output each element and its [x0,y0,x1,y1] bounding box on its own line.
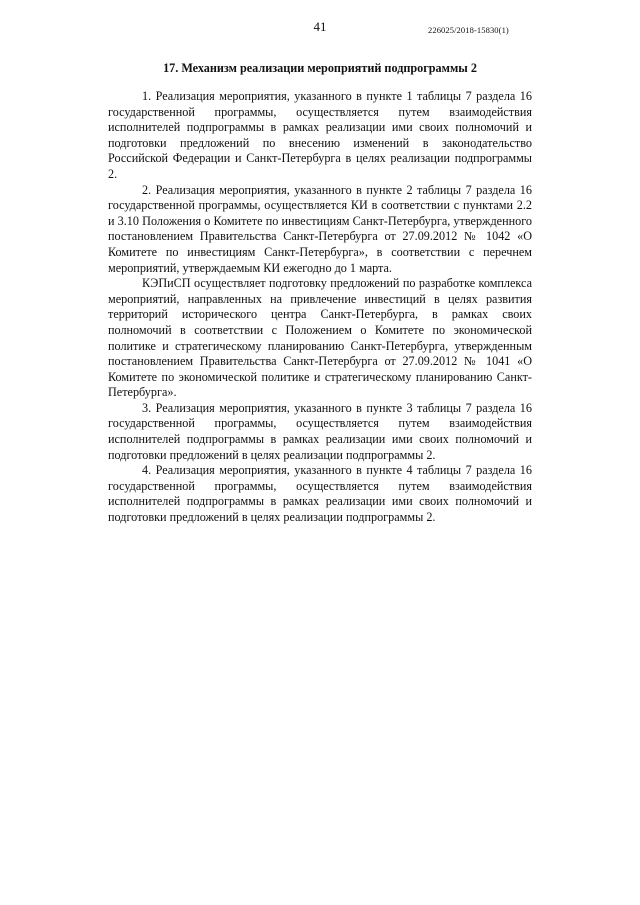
section-title: 17. Механизм реализации мероприятий подпрограммы 2 [163,61,477,75]
paragraph-4: 3. Реализация мероприятия, указанного в пункте 3 таблицы 7 раздела 16 государственной программы, осуществляется путем взаимодействия исполнителей подпрограммы в рамках реализации ими своих полномочий и подготовки предложений в целях реализации подпрограммы 2. [108,400,532,462]
body-text [108,89,532,526]
paragraph-5: 4. Реализация мероприятия, указанного в пункте 4 таблицы 7 раздела 16 государственной программы, осуществляется путем взаимодействия исполнителей подпрограммы в рамках реализации ими своих полномочий и подготовки предложений в целях реализации подпрограммы 2. [108,463,532,525]
paragraph-1: 1. Реализация мероприятия, указанного в пункте 1 таблицы 7 раздела 16 государственной программы, осуществляется путем взаимодействия исполнителей подпрограммы в рамках реализации ими своих полномочий и подготовки предложений по внесению изменений в законодательство Российской Федерации и Санкт-Петербурга в целях реализации подпрограммы 2. [108,89,532,181]
page-number: 41 [313,19,327,34]
document-code: 226025/2018-15830(1) [428,25,509,35]
paragraph-3: КЭПиСП осуществляет подготовку предложений по разработке комплекса мероприятий, направленных на привлечение инвестиций в целях развития территорий исторического центра Санкт-Петербурга, в рамках своих полномочий в соответствии с Положением о Комитете по экономической политике и стратегическому планированию Санкт-Петербурга, утвержденным постановлением Правительства Санкт-Петербурга от 27.09.2012 № 1041 «О Комитете по экономической политике и стратегическому планированию Санкт-Петербурга». [108,276,532,400]
paragraph-2: 2. Реализация мероприятия, указанного в пункте 2 таблицы 7 раздела 16 государственной программы, осуществляется КИ в соответствии с пунктами 2.2 и 3.10 Положения о Комитете по инвестициям Санкт-Петербурга, утвержденного постановлением Правительства Санкт-Петербурга от 27.09.2012 № 1042 «О Комитете по инвестициям Санкт-Петербурга», в соответствии с перечнем мероприятий, утверждаемым КИ ежегодно до 1 марта. [108,182,532,275]
